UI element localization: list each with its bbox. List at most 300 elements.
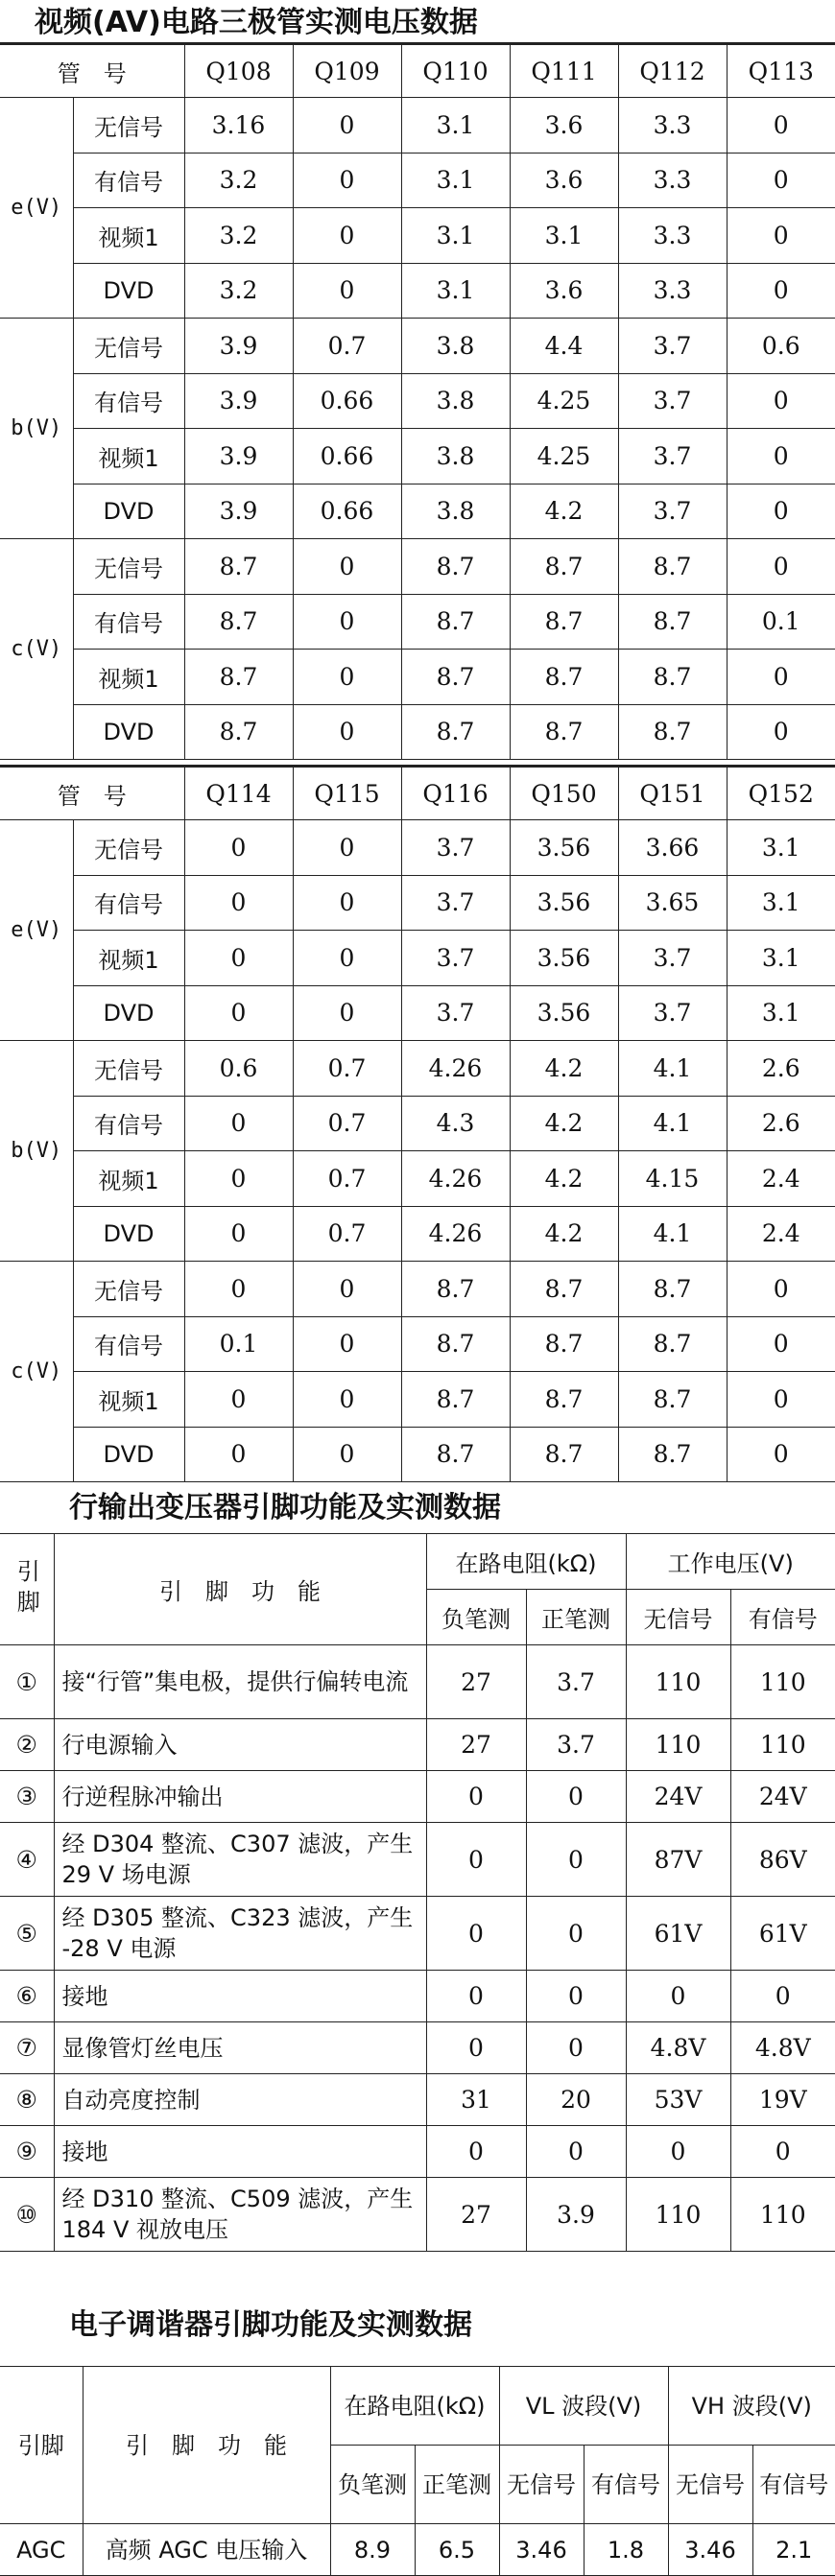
voltage-cell: 8.7 [510, 594, 618, 650]
voltage-cell: 0 [727, 1372, 835, 1428]
voltage-cell: 3.7 [618, 484, 727, 539]
table-row [0, 1971, 835, 2022]
voltage-cell: 3.56 [510, 875, 618, 931]
voltage-cell: 0 [727, 208, 835, 264]
tuner-value-neg: 8.9 [330, 2524, 415, 2576]
voltage-cell: 8.7 [510, 1262, 618, 1317]
transistor-header: Q110 [401, 44, 510, 98]
voltage-cell: 3.7 [401, 875, 510, 931]
value-cell-pos: 20 [526, 2074, 626, 2126]
pin-number: ⑧ [0, 2074, 54, 2126]
value-cell-nosig: 0 [626, 2126, 730, 2178]
signal-condition: 视频1 [73, 650, 184, 705]
tuner-header-vl: VL 波段(V) [499, 2367, 668, 2446]
voltage-cell: 8.7 [510, 539, 618, 595]
value-cell-nosig: 87V [626, 1823, 730, 1897]
value-cell-nosig: 53V [626, 2074, 730, 2126]
table-row [0, 98, 835, 154]
voltage-cell: 0 [184, 875, 293, 931]
tuner-pin-function: 高频 AGC 电压输入 [83, 2524, 330, 2576]
voltage-table-1 [0, 42, 835, 760]
pin-number: ② [0, 1719, 54, 1771]
table-row [0, 1096, 835, 1151]
pin-function: 经 D305 整流、C323 滤波，产生 -28 V 电源 [54, 1897, 426, 1971]
table-row [0, 373, 835, 429]
voltage-cell: 0 [184, 1372, 293, 1428]
voltage-cell: 3.7 [618, 985, 727, 1041]
voltage-cell: 0 [293, 1262, 401, 1317]
voltage-cell: 3.9 [184, 429, 293, 484]
tuner-header-vh: VH 波段(V) [668, 2367, 835, 2446]
table-row [0, 1823, 835, 1897]
voltage-cell: 0.66 [293, 484, 401, 539]
header-resistance: 在路电阻(kΩ) [426, 1534, 626, 1590]
value-cell-neg: 31 [426, 2074, 526, 2126]
voltage-cell: 3.1 [727, 985, 835, 1041]
tuner-pin: AGC [0, 2524, 83, 2576]
voltage-cell: 4.2 [510, 1096, 618, 1151]
voltage-cell: 4.3 [401, 1096, 510, 1151]
voltage-cell: 8.7 [510, 704, 618, 760]
transistor-header: Q112 [618, 44, 727, 98]
voltage-cell: 8.7 [510, 1372, 618, 1428]
tuner-value-vh-sig: 2.1 [752, 2524, 835, 2576]
voltage-cell: 0 [727, 429, 835, 484]
signal-condition: 有信号 [73, 1316, 184, 1372]
pin-number: ⑩ [0, 2178, 54, 2252]
voltage-cell: 0 [184, 985, 293, 1041]
signal-condition: 有信号 [73, 153, 184, 208]
voltage-cell: 4.2 [510, 1041, 618, 1097]
voltage-cell: 8.7 [618, 704, 727, 760]
electrode-group-label: b(V) [0, 319, 73, 539]
voltage-cell: 3.6 [510, 98, 618, 154]
voltage-cell: 3.56 [510, 820, 618, 876]
value-cell-sig: 24V [730, 1771, 835, 1823]
value-cell-nosig: 0 [626, 1971, 730, 2022]
voltage-cell: 3.9 [184, 319, 293, 374]
electrode-group-label: e(V) [0, 820, 73, 1041]
table-row [0, 704, 835, 760]
header-transistor-no: 管 号 [0, 767, 184, 820]
electrode-group-label: b(V) [0, 1041, 73, 1262]
voltage-cell: 8.7 [184, 594, 293, 650]
voltage-cell: 0 [293, 263, 401, 319]
voltage-cell: 8.7 [510, 1427, 618, 1482]
voltage-cell: 4.1 [618, 1206, 727, 1262]
voltage-cell: 4.15 [618, 1151, 727, 1207]
table-row [0, 985, 835, 1041]
signal-condition: 视频1 [73, 208, 184, 264]
voltage-cell: 0 [293, 931, 401, 986]
voltage-cell: 3.1 [727, 875, 835, 931]
voltage-cell: 8.7 [618, 650, 727, 705]
voltage-cell: 8.7 [184, 650, 293, 705]
signal-condition: DVD [73, 263, 184, 319]
voltage-cell: 4.26 [401, 1206, 510, 1262]
value-cell-nosig: 110 [626, 2178, 730, 2252]
transistor-header: Q113 [727, 44, 835, 98]
header-neg-probe: 负笔测 [426, 1590, 526, 1645]
voltage-cell: 0 [727, 1262, 835, 1317]
table-row [0, 1372, 835, 1428]
voltage-cell: 3.7 [618, 931, 727, 986]
voltage-cell: 0.7 [293, 1041, 401, 1097]
tuner-header-neg: 负笔测 [330, 2446, 415, 2524]
value-cell-nosig: 4.8V [626, 2022, 730, 2074]
value-cell-neg: 0 [426, 2126, 526, 2178]
pin-number: ⑦ [0, 2022, 54, 2074]
voltage-cell: 0.7 [293, 1206, 401, 1262]
voltage-cell: 3.3 [618, 98, 727, 154]
transistor-header: Q114 [184, 767, 293, 820]
voltage-cell: 0 [727, 704, 835, 760]
value-cell-pos: 0 [526, 2022, 626, 2074]
voltage-cell: 4.25 [510, 373, 618, 429]
title-av-transistor-voltages: 视频(AV)电路三极管实测电压数据 [35, 6, 478, 39]
value-cell-nosig: 110 [626, 1645, 730, 1719]
voltage-cell: 8.7 [184, 539, 293, 595]
voltage-table-2 [0, 765, 835, 1482]
table-row [0, 153, 835, 208]
voltage-cell: 8.7 [510, 650, 618, 705]
value-cell-neg: 27 [426, 2178, 526, 2252]
voltage-cell: 8.7 [618, 1316, 727, 1372]
transistor-header: Q111 [510, 44, 618, 98]
transistor-header: Q108 [184, 44, 293, 98]
value-cell-pos: 0 [526, 1823, 626, 1897]
voltage-cell: 3.8 [401, 373, 510, 429]
header-transistor-no: 管 号 [0, 44, 184, 98]
table-row [0, 1645, 835, 1719]
table-row [0, 1151, 835, 1207]
voltage-cell: 0 [293, 875, 401, 931]
pin-number: ① [0, 1645, 54, 1719]
voltage-cell: 2.4 [727, 1206, 835, 1262]
pin-number: ⑨ [0, 2126, 54, 2178]
value-cell-sig: 86V [730, 1823, 835, 1897]
voltage-cell: 0 [727, 539, 835, 595]
signal-condition: 有信号 [73, 373, 184, 429]
voltage-cell: 3.65 [618, 875, 727, 931]
table-row [0, 2178, 835, 2252]
transistor-header: Q109 [293, 44, 401, 98]
transistor-header: Q115 [293, 767, 401, 820]
table-row [0, 484, 835, 539]
title-tuner: 电子调谐器引脚功能及实测数据 [69, 2308, 472, 2342]
voltage-cell: 0 [293, 208, 401, 264]
tuner-header-vh-nosig: 无信号 [668, 2446, 752, 2524]
pin-function: 自动亮度控制 [54, 2074, 426, 2126]
tuner-header-vl-nosig: 无信号 [499, 2446, 584, 2524]
signal-condition: 无信号 [73, 98, 184, 154]
signal-condition: DVD [73, 985, 184, 1041]
voltage-cell: 0 [727, 98, 835, 154]
voltage-cell: 8.7 [401, 1262, 510, 1317]
value-cell-neg: 0 [426, 1971, 526, 2022]
voltage-cell: 0 [184, 931, 293, 986]
voltage-cell: 3.56 [510, 985, 618, 1041]
voltage-cell: 3.7 [401, 820, 510, 876]
value-cell-sig: 110 [730, 1719, 835, 1771]
transistor-header: Q150 [510, 767, 618, 820]
voltage-cell: 3.7 [618, 319, 727, 374]
electrode-group-label: c(V) [0, 1262, 73, 1482]
voltage-cell: 0.66 [293, 373, 401, 429]
tuner-value-vh-nosig: 3.46 [668, 2524, 752, 2576]
header-with-signal: 有信号 [730, 1590, 835, 1645]
voltage-cell: 0 [293, 1427, 401, 1482]
voltage-cell: 3.1 [401, 263, 510, 319]
voltage-cell: 0 [293, 594, 401, 650]
signal-condition: DVD [73, 1206, 184, 1262]
voltage-cell: 8.7 [618, 1427, 727, 1482]
voltage-cell: 0 [293, 98, 401, 154]
value-cell-sig: 61V [730, 1897, 835, 1971]
pin-function: 接地 [54, 1971, 426, 2022]
voltage-cell: 8.7 [618, 1372, 727, 1428]
transistor-header: Q151 [618, 767, 727, 820]
voltage-cell: 3.2 [184, 153, 293, 208]
table-row [0, 1316, 835, 1372]
voltage-cell: 3.3 [618, 208, 727, 264]
voltage-cell: 0 [293, 1372, 401, 1428]
table-row [0, 1771, 835, 1823]
pin-function: 接“行管”集电极，提供行偏转电流 [54, 1645, 426, 1719]
pin-function: 行电源输入 [54, 1719, 426, 1771]
value-cell-sig: 110 [730, 2178, 835, 2252]
signal-condition: 无信号 [73, 1262, 184, 1317]
voltage-cell: 8.7 [618, 539, 727, 595]
voltage-cell: 8.7 [401, 1372, 510, 1428]
table-row [0, 1041, 835, 1097]
voltage-cell: 0 [727, 153, 835, 208]
voltage-cell: 0 [184, 1427, 293, 1482]
voltage-cell: 0 [293, 704, 401, 760]
voltage-cell: 8.7 [401, 704, 510, 760]
voltage-cell: 2.6 [727, 1041, 835, 1097]
pin-number: ④ [0, 1823, 54, 1897]
pin-function: 显像管灯丝电压 [54, 2022, 426, 2074]
value-cell-nosig: 61V [626, 1897, 730, 1971]
tuner-header-pos: 正笔测 [415, 2446, 499, 2524]
voltage-cell: 0 [293, 539, 401, 595]
pin-function: 经 D310 整流、C509 滤波，产生 184 V 视放电压 [54, 2178, 426, 2252]
table-row [0, 820, 835, 876]
voltage-cell: 3.7 [618, 373, 727, 429]
table-row [0, 1897, 835, 1971]
value-cell-neg: 27 [426, 1645, 526, 1719]
voltage-cell: 0 [727, 1427, 835, 1482]
signal-condition: 视频1 [73, 1151, 184, 1207]
signal-condition: 无信号 [73, 820, 184, 876]
tuner-header-vh-sig: 有信号 [752, 2446, 835, 2524]
value-cell-nosig: 110 [626, 1719, 730, 1771]
voltage-cell: 0.7 [293, 1151, 401, 1207]
tuner-value-pos: 6.5 [415, 2524, 499, 2576]
voltage-cell: 3.1 [727, 820, 835, 876]
value-cell-neg: 0 [426, 1897, 526, 1971]
voltage-cell: 3.8 [401, 484, 510, 539]
voltage-cell: 2.4 [727, 1151, 835, 1207]
voltage-cell: 0 [293, 1316, 401, 1372]
pin-function: 行逆程脉冲输出 [54, 1771, 426, 1823]
tuner-header-resistance: 在路电阻(kΩ) [330, 2367, 499, 2446]
flyback-pin-table [0, 1533, 835, 2252]
voltage-cell: 2.6 [727, 1096, 835, 1151]
voltage-cell: 3.1 [401, 98, 510, 154]
header-function: 引 脚 功 能 [54, 1534, 426, 1645]
voltage-cell: 3.6 [510, 153, 618, 208]
table-row [0, 650, 835, 705]
tuner-pin-table [0, 2366, 835, 2576]
voltage-cell: 8.7 [401, 594, 510, 650]
value-cell-pos: 3.7 [526, 1645, 626, 1719]
table-row [0, 2126, 835, 2178]
table-row [0, 875, 835, 931]
value-cell-neg: 0 [426, 2022, 526, 2074]
signal-condition: 视频1 [73, 931, 184, 986]
voltage-cell: 3.1 [401, 208, 510, 264]
voltage-cell: 3.56 [510, 931, 618, 986]
pin-number: ⑤ [0, 1897, 54, 1971]
voltage-cell: 0 [184, 1262, 293, 1317]
voltage-cell: 8.7 [184, 704, 293, 760]
value-cell-neg: 27 [426, 1719, 526, 1771]
voltage-cell: 8.7 [401, 1427, 510, 1482]
header-pin: 引脚 [0, 1534, 54, 1645]
voltage-cell: 0.6 [727, 319, 835, 374]
voltage-cell: 3.3 [618, 263, 727, 319]
voltage-cell: 8.7 [618, 1262, 727, 1317]
signal-condition: 无信号 [73, 319, 184, 374]
voltage-cell: 0 [293, 820, 401, 876]
voltage-cell: 4.2 [510, 1206, 618, 1262]
voltage-cell: 3.3 [618, 153, 727, 208]
value-cell-pos: 3.7 [526, 1719, 626, 1771]
table-row [0, 263, 835, 319]
voltage-cell: 0 [727, 373, 835, 429]
voltage-cell: 0.6 [184, 1041, 293, 1097]
voltage-cell: 4.1 [618, 1041, 727, 1097]
voltage-cell: 3.9 [184, 484, 293, 539]
voltage-cell: 8.7 [401, 539, 510, 595]
voltage-cell: 4.1 [618, 1096, 727, 1151]
table-row [0, 2022, 835, 2074]
voltage-cell: 0.1 [184, 1316, 293, 1372]
voltage-cell: 0.7 [293, 319, 401, 374]
table-row [0, 1262, 835, 1317]
voltage-cell: 3.66 [618, 820, 727, 876]
voltage-cell: 8.7 [510, 1316, 618, 1372]
value-cell-sig: 19V [730, 2074, 835, 2126]
voltage-cell: 3.6 [510, 263, 618, 319]
voltage-cell: 0 [727, 650, 835, 705]
voltage-cell: 4.4 [510, 319, 618, 374]
tuner-value-vl-sig: 1.8 [584, 2524, 668, 2576]
voltage-cell: 3.8 [401, 429, 510, 484]
table-row [0, 931, 835, 986]
table-row [0, 1719, 835, 1771]
value-cell-nosig: 24V [626, 1771, 730, 1823]
header-working-voltage: 工作电压(V) [626, 1534, 835, 1590]
pin-number: ③ [0, 1771, 54, 1823]
voltage-cell: 0 [727, 263, 835, 319]
tuner-header-pin: 引脚 [0, 2367, 83, 2524]
tuner-value-vl-nosig: 3.46 [499, 2524, 584, 2576]
table-row [0, 1206, 835, 1262]
voltage-cell: 3.7 [618, 429, 727, 484]
header-pos-probe: 正笔测 [526, 1590, 626, 1645]
electrode-group-label: e(V) [0, 98, 73, 319]
table-row [0, 2524, 835, 2576]
signal-condition: 有信号 [73, 594, 184, 650]
table-row [0, 2074, 835, 2126]
signal-condition: 视频1 [73, 1372, 184, 1428]
pin-number: ⑥ [0, 1971, 54, 2022]
voltage-cell: 0 [184, 1096, 293, 1151]
value-cell-sig: 0 [730, 1971, 835, 2022]
voltage-cell: 4.25 [510, 429, 618, 484]
voltage-cell: 4.26 [401, 1041, 510, 1097]
table-row [0, 319, 835, 374]
voltage-cell: 3.2 [184, 263, 293, 319]
signal-condition: DVD [73, 1427, 184, 1482]
tuner-header-function: 引 脚 功 能 [83, 2367, 330, 2524]
voltage-cell: 3.7 [401, 931, 510, 986]
table-row [0, 1427, 835, 1482]
voltage-cell: 4.26 [401, 1151, 510, 1207]
voltage-cell: 0 [293, 153, 401, 208]
value-cell-pos: 0 [526, 2126, 626, 2178]
header-no-signal: 无信号 [626, 1590, 730, 1645]
voltage-cell: 0.1 [727, 594, 835, 650]
pin-function: 接地 [54, 2126, 426, 2178]
signal-condition: 有信号 [73, 875, 184, 931]
voltage-cell: 3.1 [401, 153, 510, 208]
value-cell-pos: 0 [526, 1771, 626, 1823]
table-row [0, 594, 835, 650]
signal-condition: DVD [73, 704, 184, 760]
pin-function: 经 D304 整流、C307 滤波，产生 29 V 场电源 [54, 1823, 426, 1897]
voltage-cell: 4.2 [510, 1151, 618, 1207]
table-row [0, 539, 835, 595]
value-cell-pos: 0 [526, 1971, 626, 2022]
value-cell-neg: 0 [426, 1771, 526, 1823]
table-row [0, 429, 835, 484]
table-row [0, 208, 835, 264]
voltage-cell: 3.9 [184, 373, 293, 429]
voltage-cell: 3.1 [510, 208, 618, 264]
voltage-cell: 0 [184, 820, 293, 876]
value-cell-neg: 0 [426, 1823, 526, 1897]
value-cell-sig: 0 [730, 2126, 835, 2178]
voltage-cell: 3.1 [727, 931, 835, 986]
signal-condition: 无信号 [73, 1041, 184, 1097]
voltage-cell: 3.8 [401, 319, 510, 374]
value-cell-pos: 0 [526, 1897, 626, 1971]
voltage-cell: 3.16 [184, 98, 293, 154]
value-cell-sig: 4.8V [730, 2022, 835, 2074]
voltage-cell: 0 [727, 1316, 835, 1372]
tuner-header-vl-sig: 有信号 [584, 2446, 668, 2524]
voltage-cell: 4.2 [510, 484, 618, 539]
voltage-cell: 0 [293, 985, 401, 1041]
signal-condition: 视频1 [73, 429, 184, 484]
signal-condition: DVD [73, 484, 184, 539]
voltage-cell: 0 [184, 1206, 293, 1262]
value-cell-pos: 3.9 [526, 2178, 626, 2252]
